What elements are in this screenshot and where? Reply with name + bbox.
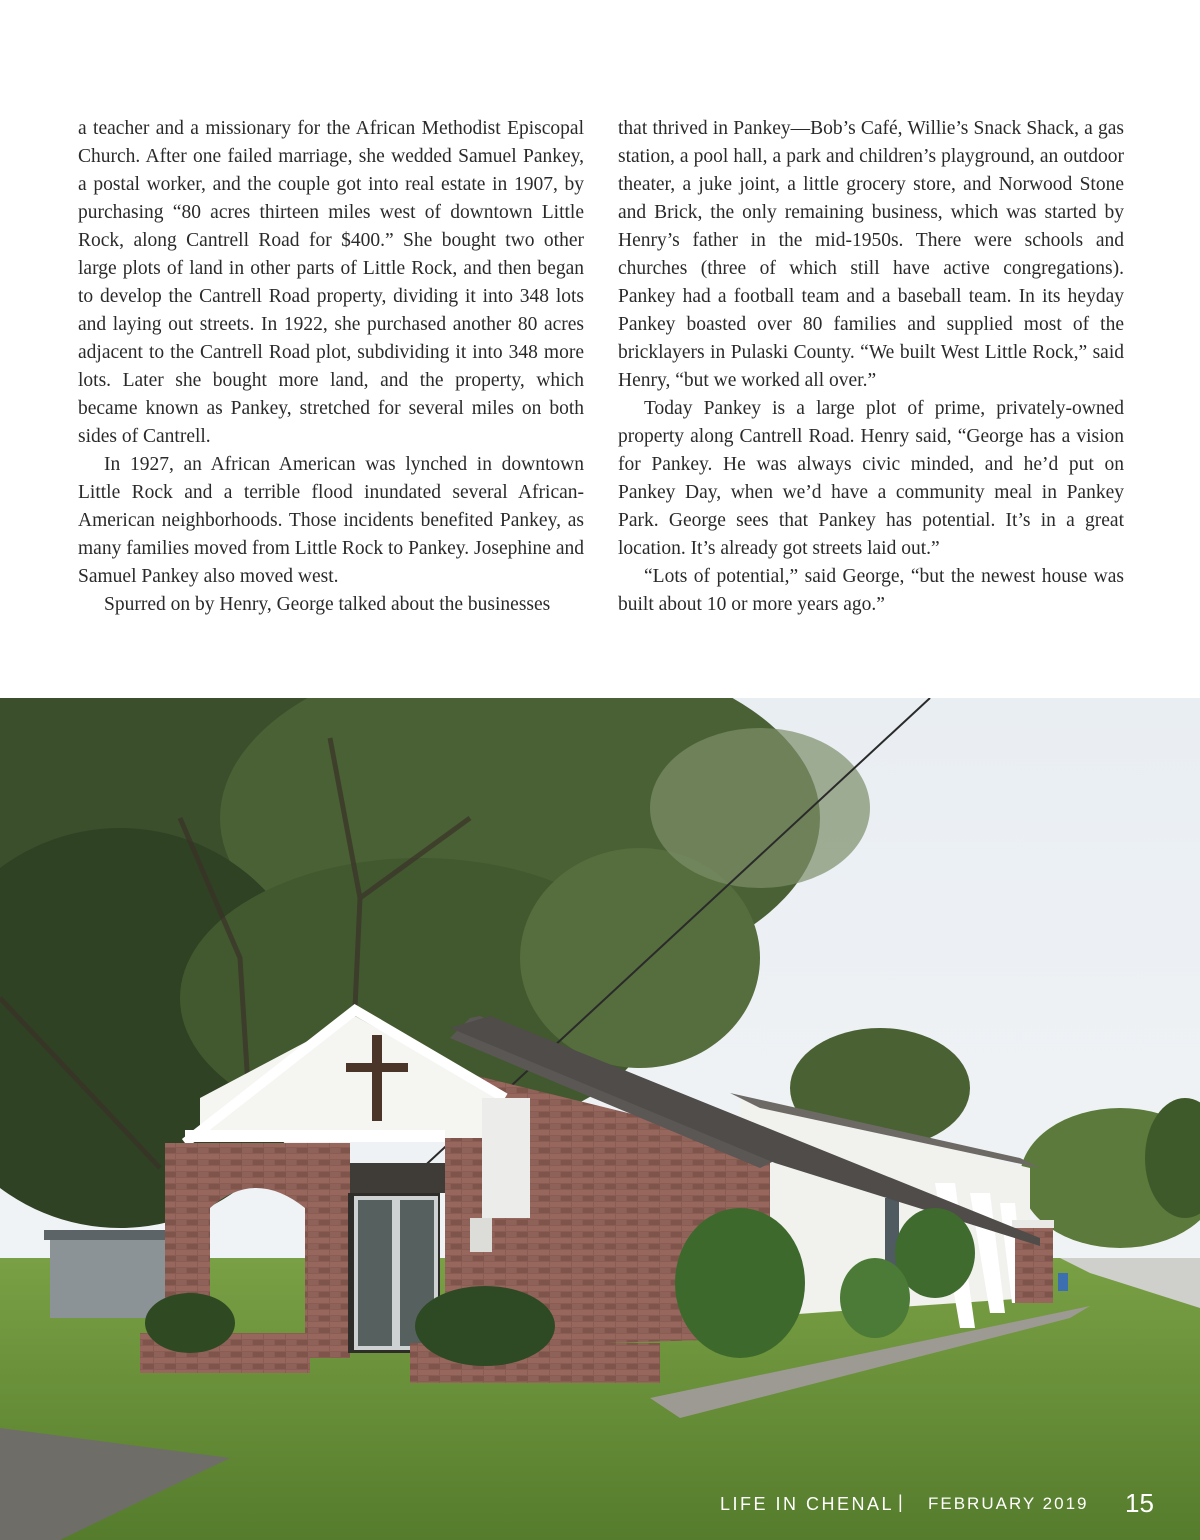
paragraph: In 1927, an African American was lynched in downtown Little Rock and a terrible flood inundated several African-American neighborhoods. Those incidents benefited Pankey, as many families moved from Little Rock to Pankey. Josephine and Samuel Pankey also moved west.	[78, 454, 584, 587]
paragraph: that thrived in Pankey—Bob’s Café, Willie’s Snack Shack, a gas station, a pool hall, a park and children’s playground, an outdoor theater, a juke joint, a little grocery store, and Norwood Stone and Brick, the only remaining business, which was started by Henry’s father in the mid-1950s. There were schools and churches (three of which still have active congregations). Pankey had a football team and a baseball team. In its heyday Pankey boasted over 80 families and supplied most of the bricklayers in Pulaski County. “We built West Little Rock,” said Henry, “but we worked all over.”	[618, 118, 1124, 391]
paragraph: “Lots of potential,” said George, “but the newest house was built about 10 or more years ago.”	[618, 566, 1124, 615]
paragraph: a teacher and a missionary for the African Methodist Episcopal Church. After one failed marriage, she wedded Samuel Pankey, a postal worker, and the couple got into real estate in 1907, by purchasing “80 acres thirteen miles west of downtown Little Rock, along Cantrell Road for $400.” She bought two other large plots of land in other parts of Little Rock, and then began to develop the Cantrell Road property, dividing it into 348 lots and laying out streets. In 1922, she purchased another 80 acres adjacent to the Cantrell Road plot, subdividing it into 348 more lots. Later she bought more land, and the property, which became known as Pankey, stretched for several miles on both sides of Cantrell.	[78, 118, 584, 447]
magazine-name: LIFE IN CHENAL	[720, 1494, 895, 1514]
paragraph: Today Pankey is a large plot of prime, privately-owned property along Cantrell Road. Henry said, “George has a vision for Pankey. He was always civic minded, and he’d put on Pankey Day, when we’d have a community meal in Pankey Park. George sees that Pankey has potential. It’s in a great location. It’s already got streets laid out.”	[618, 398, 1124, 559]
footer-separator: |	[898, 1492, 903, 1512]
left-text-column	[78, 115, 584, 619]
page-number: 15	[1125, 1488, 1154, 1518]
issue-date: FEBRUARY 2019	[928, 1494, 1089, 1513]
church-photo	[0, 698, 1200, 1540]
paragraph: Spurred on by Henry, George talked about the businesses	[104, 594, 551, 615]
right-text-column	[618, 115, 1124, 619]
page-footer	[0, 1470, 1200, 1540]
